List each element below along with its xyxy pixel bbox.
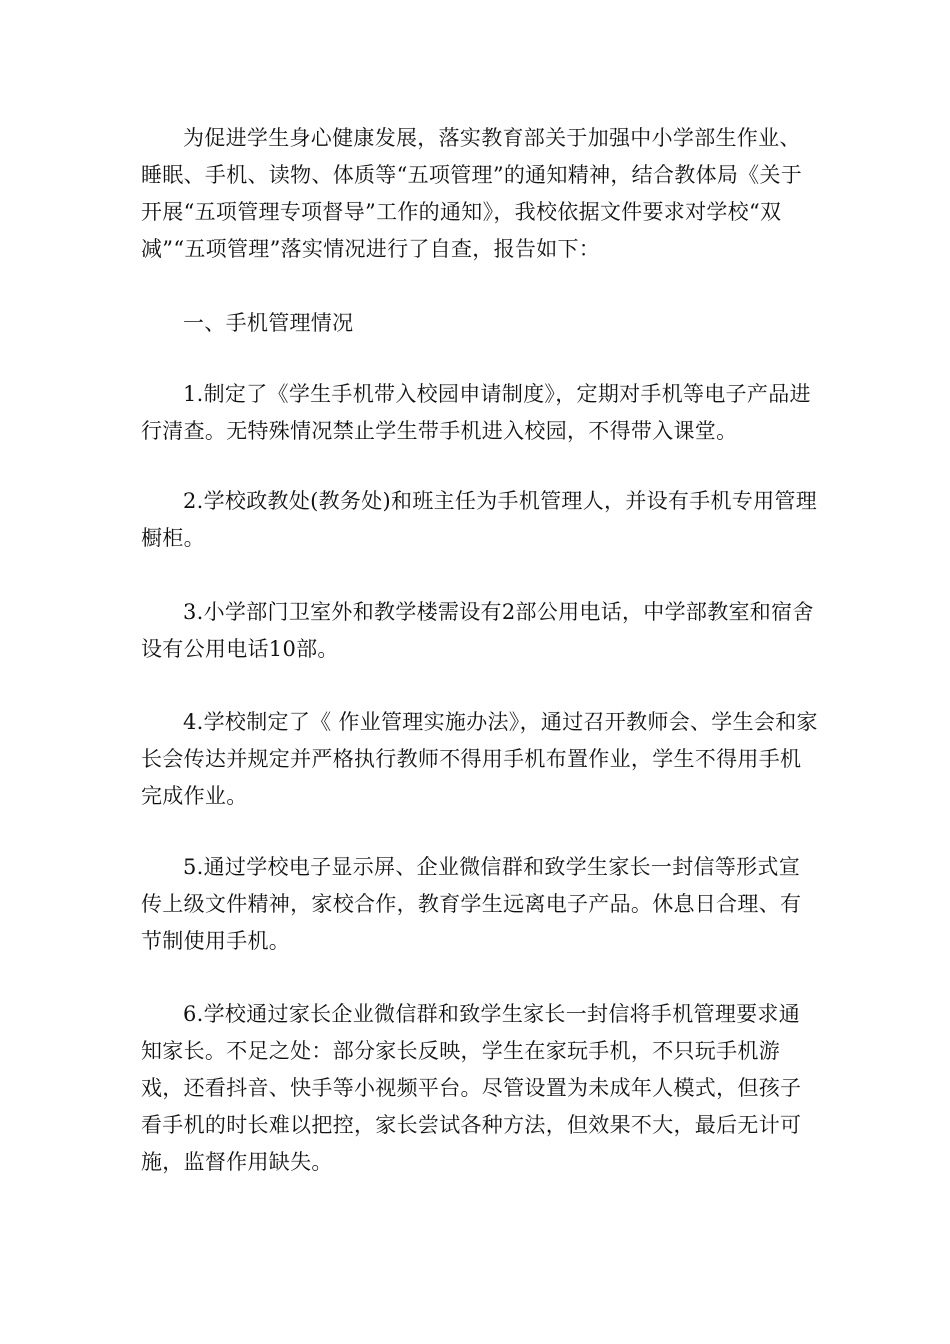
- list-item: 1.制定了《学生手机带入校园申请制度》，定期对手机等电子产品进行清查。无特殊情况禁止学生带手机进入校园，不得带入课堂。: [141, 382, 811, 443]
- list-item: 6.学校通过家长企业微信群和致学生家长一封信将手机管理要求通知家长。不足之处：部分家长反映，学生在家玩手机，不只玩手机游戏，还看抖音、快手等小视频平台。尽管设置为未成年人模式，但孩子看手机的时长难以把控，家长尝试各种方法，但效果不大，最后无计可施，监督作用缺失。: [141, 1002, 802, 1174]
- section-heading: 一、手机管理情况: [183, 311, 354, 335]
- list-item: 4.学校制定了《 作业管理实施办法》，通过召开教师会、学生会和家长会传达并规定并严格执行教师不得用手机布置作业，学生不得用手机完成作业。: [141, 710, 818, 808]
- list-item: 5.通过学校电子显示屏、企业微信群和致学生家长一封信等形式宣传上级文件精神，家校合作，教育学生远离电子产品。休息日合理、有节制使用手机。: [141, 855, 802, 953]
- list-item: 2.学校政教处(教务处)和班主任为手机管理人，并设有手机专用管理橱柜。: [141, 489, 818, 550]
- list-item: 3.小学部门卫室外和教学楼需设有2部公用电话，中学部教室和宿舍设有公用电话10部。: [141, 600, 814, 661]
- intro-paragraph: 为促进学生身心健康发展，落实教育部关于加强中小学部生作业、睡眠、手机、读物、体质等“五项管理”的通知精神，结合教体局《关于开展“五项管理专项督导”工作的通知》，我校依据文件要求对学校“双减”“五项管理”落实情况进行了自查，报告如下：: [141, 126, 803, 261]
